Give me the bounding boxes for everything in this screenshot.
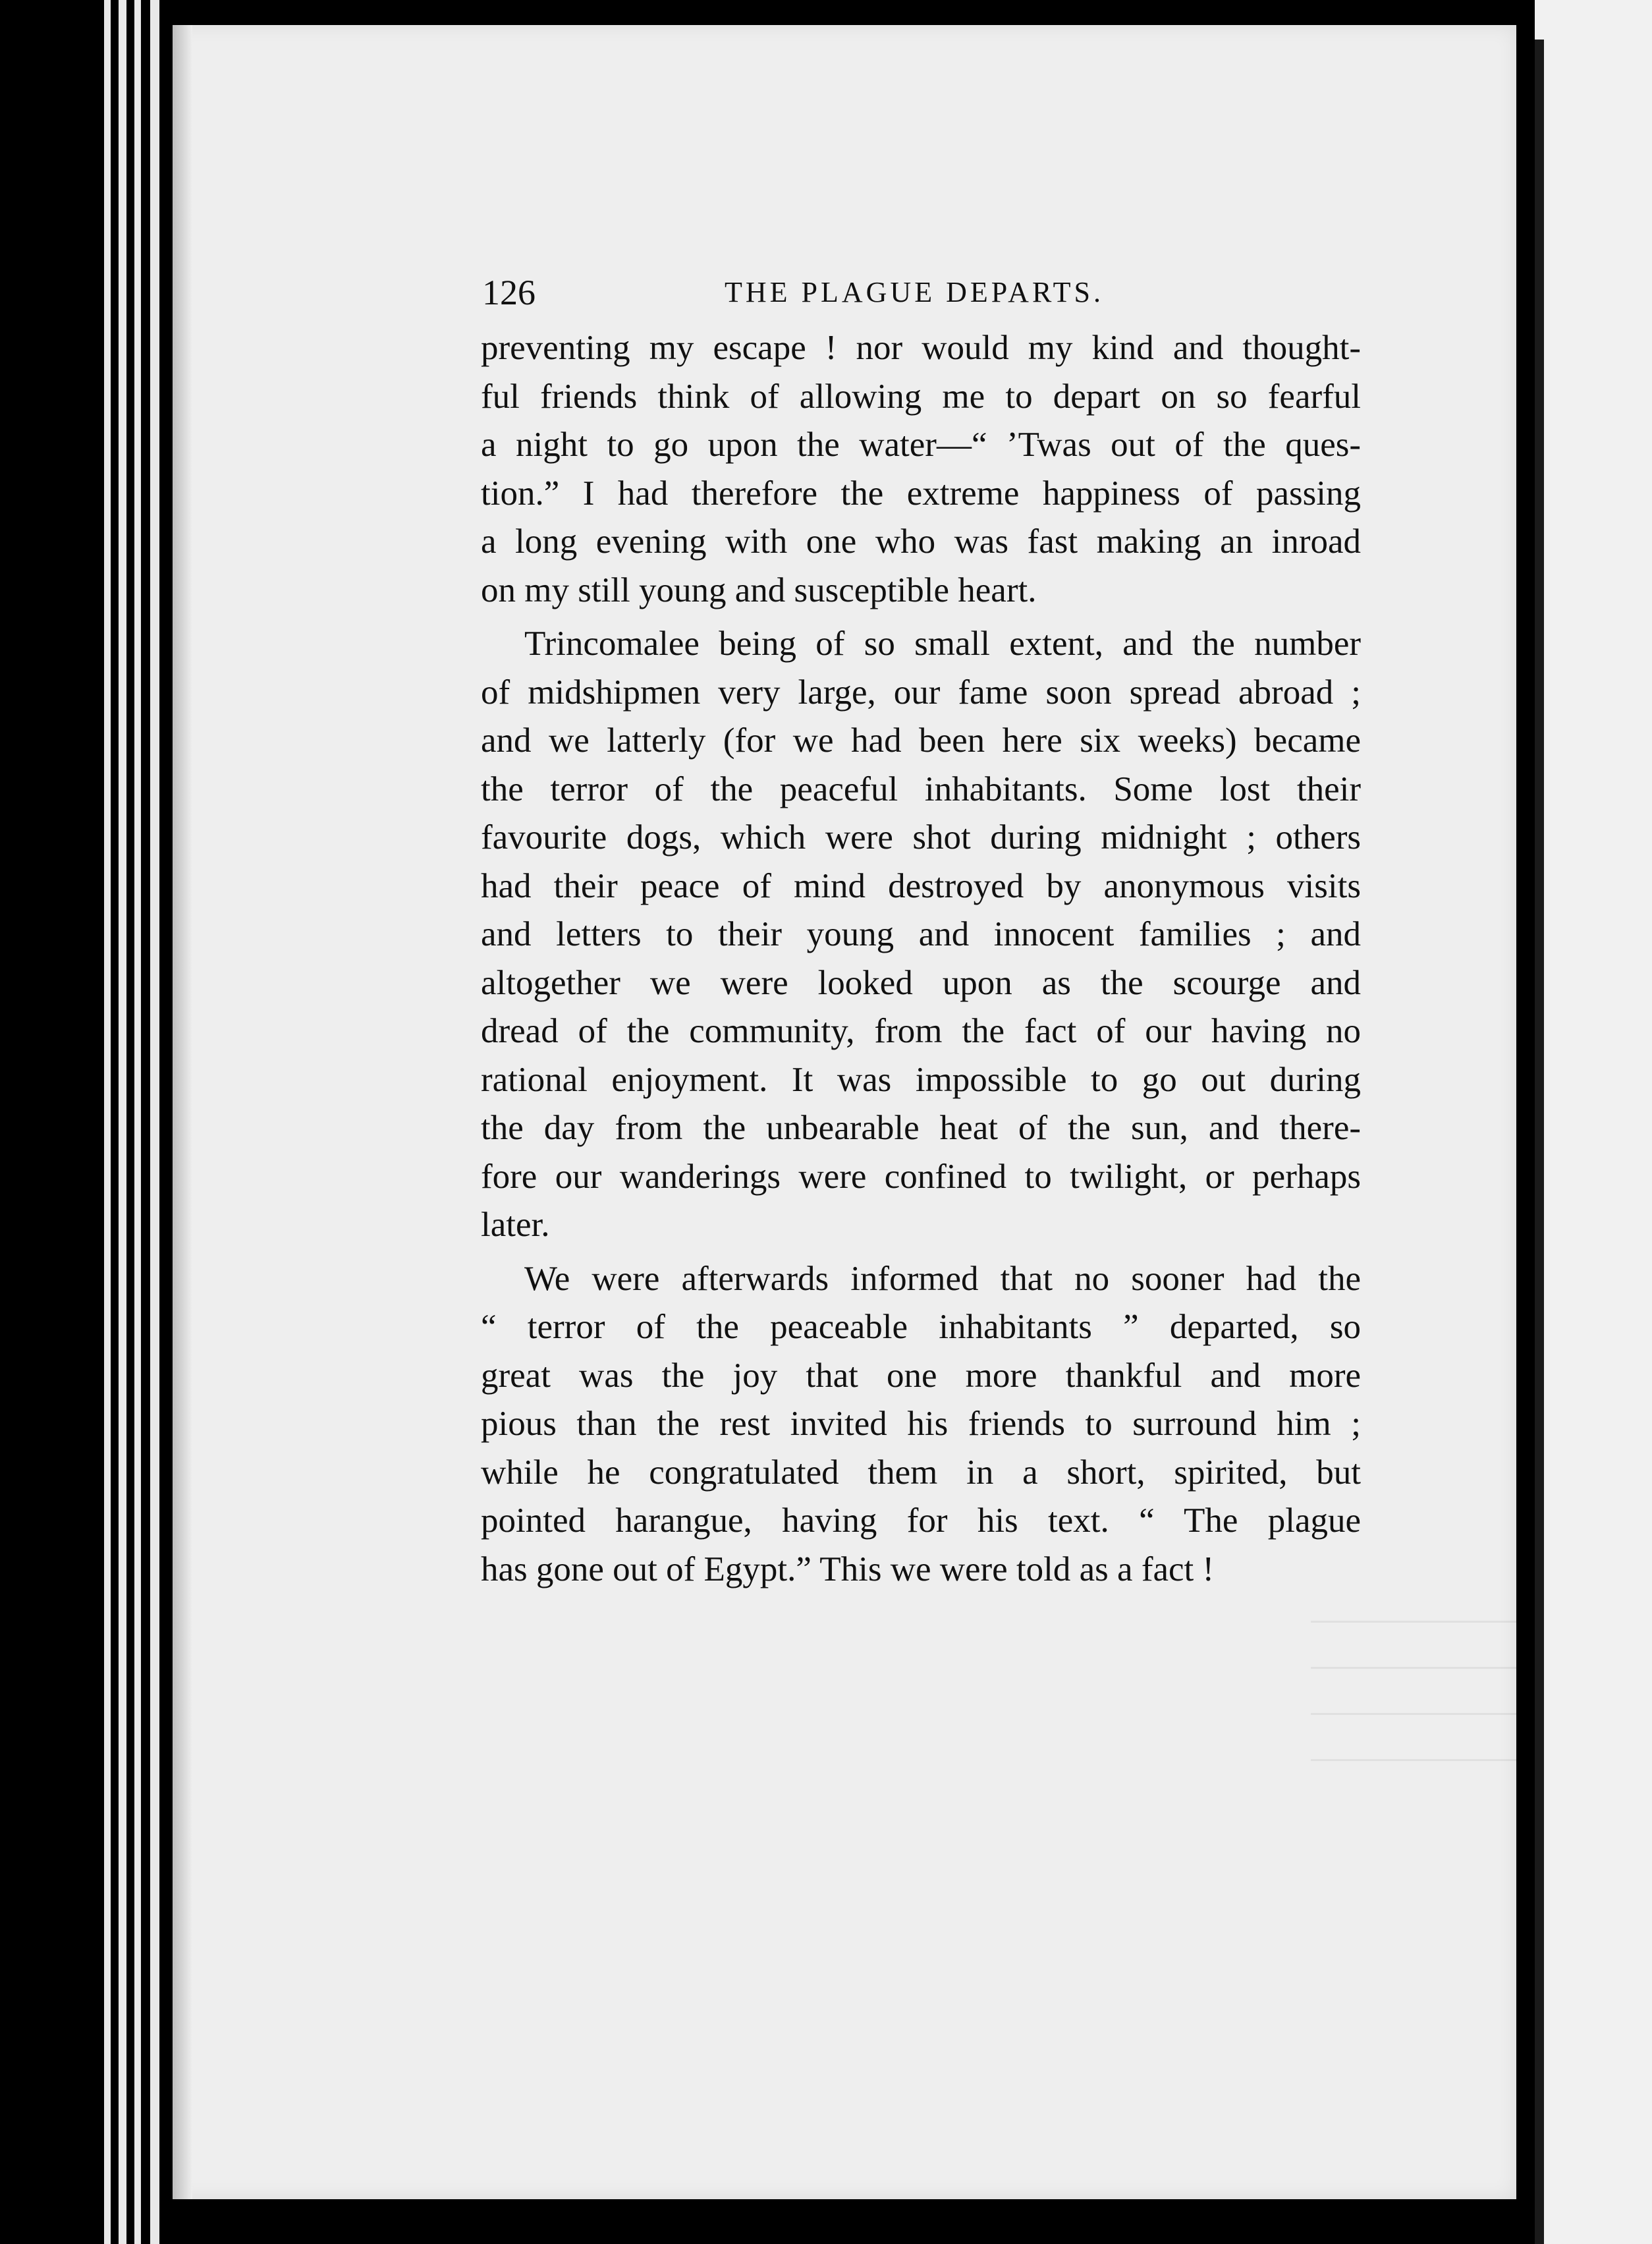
show-through-line [1311, 1713, 1522, 1715]
text-line: on my still young and susceptible heart. [481, 571, 1037, 609]
page-gutter-shadow [173, 25, 192, 2199]
show-through-line [1311, 1621, 1522, 1623]
text-line: the terror of the peaceful inhabitants. Some lost their [481, 770, 1361, 808]
text-line: and we latterly (for we had been here six weeks) became [481, 721, 1361, 760]
running-title: THE PLAGUE DEPARTS. [725, 276, 1104, 308]
text-line: had their peace of mind destroyed by anonymous visits [481, 866, 1361, 905]
text-line: great was the joy that one more thankful and more [481, 1356, 1361, 1395]
text-line: of midshipmen very large, our fame soon spread abroad ; [481, 673, 1361, 712]
text-line: favourite dogs, which were shot during midnight ; others [481, 818, 1361, 856]
paragraph-1 [481, 324, 1361, 615]
text-line: and letters to their young and innocent families ; and [481, 915, 1361, 953]
text-line: preventing my escape ! nor would my kind and thought- [481, 329, 1361, 367]
text-line: a long evening with one who was fast making an inroad [481, 522, 1361, 561]
book-edge-stripe [134, 0, 141, 2244]
text-block [481, 266, 1361, 1594]
text-line: pious than the rest invited his friends to surround him ; [481, 1405, 1361, 1443]
text-line: “ terror of the peaceable inhabitants ” departed, so [481, 1308, 1361, 1346]
text-line: the day from the unbearable heat of the sun, and there- [481, 1109, 1361, 1147]
page-number: 126 [482, 273, 536, 312]
text-line: later. [481, 1206, 550, 1244]
text-line: tion.” I had therefore the extreme happiness of passing [481, 474, 1361, 513]
facing-page-edge [1535, 40, 1544, 2244]
text-line: ful friends think of allowing me to depart on so fearful [481, 377, 1361, 416]
facing-page-sliver [1535, 0, 1652, 2244]
text-line: Trincomalee being of so small extent, and the number [524, 625, 1361, 663]
text-line: rational enjoyment. It was impossible to go out during [481, 1060, 1361, 1099]
text-line: has gone out of Egypt.” This we were told as a fact ! [481, 1550, 1215, 1588]
show-through-line [1311, 1667, 1522, 1669]
book-edge-stripe [104, 0, 111, 2244]
paragraph-3 [481, 1255, 1361, 1594]
book-edge-stripe [119, 0, 126, 2244]
running-head [481, 266, 1361, 319]
text-line: a night to go upon the water—“ ’Twas out of the ques- [481, 426, 1361, 464]
text-line: fore our wanderings were confined to twilight, or perhaps [481, 1157, 1361, 1196]
text-line: while he congratulated them in a short, spirited, but [481, 1453, 1361, 1492]
paragraph-2 [481, 620, 1361, 1250]
text-line: We were afterwards informed that no sooner had the [524, 1259, 1361, 1298]
show-through-line [1311, 1759, 1522, 1761]
text-line: pointed harangue, having for his text. “ The plague [481, 1501, 1361, 1540]
book-edge-stripe [150, 0, 159, 2244]
text-line: dread of the community, from the fact of our having no [481, 1012, 1361, 1050]
text-line: altogether we were looked upon as the scourge and [481, 963, 1361, 1002]
